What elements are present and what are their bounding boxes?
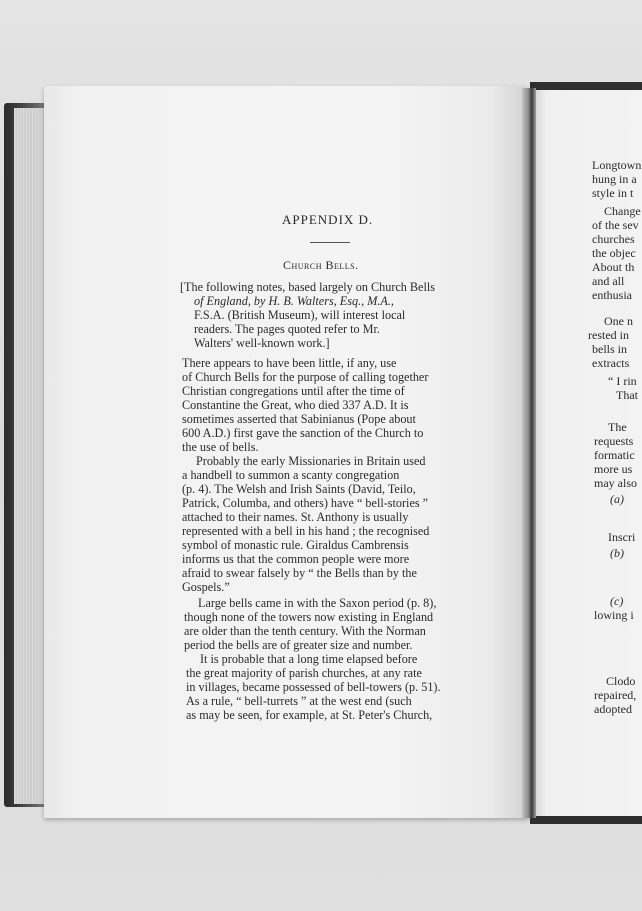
right-page-line: adopted: [594, 702, 632, 716]
right-page-line: may also: [594, 476, 637, 490]
text-line: the great majority of parish churches, at any rate: [186, 666, 422, 680]
text-line: It is probable that a long time elapsed before: [200, 652, 418, 666]
right-page-line: (a): [610, 492, 624, 506]
right-page-line: One n: [604, 314, 633, 328]
right-page: [536, 90, 642, 816]
text-line: Constantine the Great, who died 337 A.D. It is: [182, 398, 409, 412]
text-line: period the bells are of greater size and number.: [184, 638, 413, 652]
text-line: Large bells came in with the Saxon period (p. 8),: [198, 596, 437, 610]
text-line: as may be seen, for example, at St. Peter's Church,: [186, 708, 433, 722]
text-line: Gospels.”: [182, 580, 230, 594]
text-line: represented with a bell in his hand ; the recognised: [182, 524, 430, 538]
right-page-line: rested in: [588, 328, 629, 342]
right-page-line: hung in a: [592, 172, 637, 186]
text-line: attached to their names. St. Anthony is usually: [182, 510, 409, 524]
right-page-line: bells in: [592, 342, 627, 356]
right-page-line: style in t: [592, 186, 634, 200]
right-page-line: Inscri: [608, 530, 636, 544]
right-page-line: formatic: [594, 448, 635, 462]
right-page-line: churches: [592, 232, 635, 246]
right-page-line: That: [616, 388, 638, 402]
text-line: of Church Bells for the purpose of calling together: [182, 370, 429, 384]
right-page-line: the objec: [592, 246, 636, 260]
text-line: sometimes asserted that Sabinianus (Pope about: [182, 412, 416, 426]
right-page-line: requests: [594, 434, 634, 448]
text-line: in villages, became possessed of bell-towers (p. 51).: [186, 680, 441, 694]
right-page-line: “ I rin: [608, 374, 637, 388]
right-page-line: repaired,: [594, 688, 637, 702]
right-page-line: Change: [604, 204, 641, 218]
text-line: There appears to have been little, if any, use: [182, 356, 397, 370]
text-line: informs us that the common people were more: [182, 552, 410, 566]
right-page-line: (c): [610, 594, 624, 608]
text-line: afraid to swear falsely by “ the Bells than by the: [182, 566, 417, 580]
right-page-line: lowing i: [594, 608, 634, 622]
right-page-line: The: [608, 420, 627, 434]
text-line: a handbell to summon a scanty congregation: [182, 468, 400, 482]
right-page-line: (b): [610, 546, 624, 560]
text-line: symbol of monastic rule. Giraldus Cambrensis: [182, 538, 409, 552]
right-page-line: Longtown: [592, 158, 642, 172]
right-page-line: extracts: [592, 356, 630, 370]
right-page-line: more us: [594, 462, 633, 476]
text-line: F.S.A. (British Museum), will interest local: [194, 308, 406, 322]
text-line: Probably the early Missionaries in Britain used: [196, 454, 426, 468]
text-line: though none of the towers now existing in England: [184, 610, 434, 624]
right-page-line: enthusia: [592, 288, 632, 302]
text-line: [The following notes, based largely on Church Bells: [180, 280, 435, 294]
text-line: Patrick, Columba, and others) have “ bell-stories ”: [182, 496, 429, 510]
right-page-line: of the sev: [592, 218, 639, 232]
text-line: of England, by H. B. Walters, Esq., M.A.,: [194, 294, 394, 308]
text-line: (p. 4). The Welsh and Irish Saints (David, Teilo,: [182, 482, 416, 496]
heading-rule: [310, 242, 350, 243]
text-line: 600 A.D.) first gave the sanction of the Church to: [182, 426, 424, 440]
appendix-heading: APPENDIX D.: [282, 212, 374, 227]
text-line: Walters' well-known work.]: [194, 336, 330, 350]
text-line: As a rule, “ bell-turrets ” at the west end (such: [186, 694, 412, 708]
right-page-line: Clodo: [606, 674, 636, 688]
book-gutter: [522, 88, 536, 818]
right-page-line: and all: [592, 274, 625, 288]
section-subheading: Church Bells.: [283, 258, 359, 272]
text-line: Christian congregations until after the time of: [182, 384, 405, 398]
text-line: are older than the tenth century. With the Norman: [184, 624, 426, 638]
text-line: readers. The pages quoted refer to Mr.: [194, 322, 380, 336]
right-page-line: About th: [592, 260, 635, 274]
text-line: the use of bells.: [182, 440, 259, 454]
